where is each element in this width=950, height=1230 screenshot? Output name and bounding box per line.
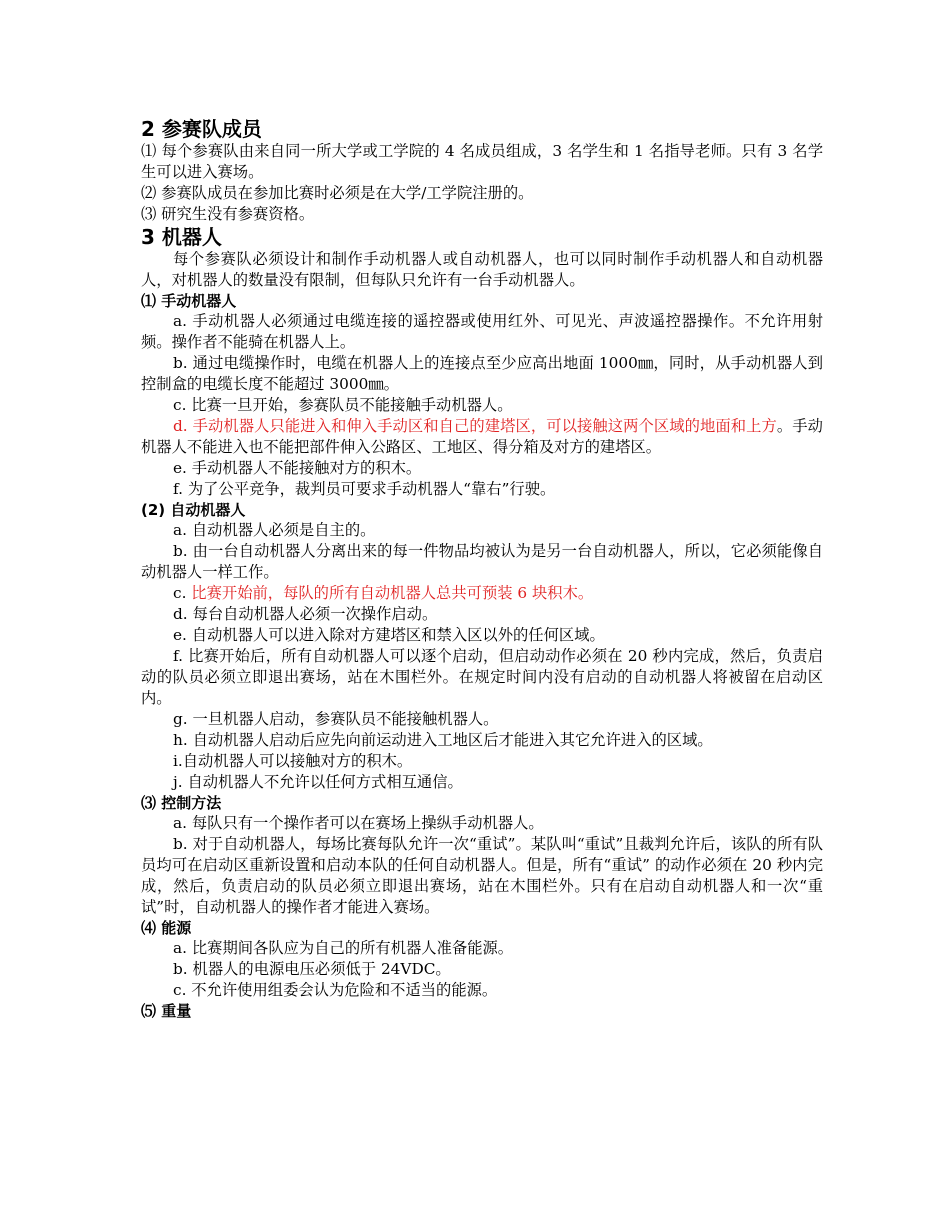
- section-2-item-2: ⑵ 参赛队成员在参加比赛时必须是在大学/工学院注册的。: [141, 184, 534, 202]
- manual-rule-d: [141, 416, 823, 458]
- auto-rule-c: [141, 583, 823, 604]
- section-2-item-3: ⑶ 研究生没有参赛资格。: [141, 205, 315, 223]
- control-rule-a: a. 每队只有一个操作者可以在赛场上操纵手动机器人。: [173, 814, 544, 832]
- energy-heading: ⑷ 能源: [141, 919, 192, 937]
- manual-rule-d-rest: 。手动机器人不能进入也不能把部件伸入公路区、工地区、得分箱及对方的建塔区。: [141, 417, 823, 456]
- auto-rule-j: j. 自动机器人不允许以任何方式相互通信。: [173, 773, 463, 791]
- manual-rule-a: a. 手动机器人必须通过电缆连接的遥控器或使用红外、可见光、声波遥控器操作。不允许用射频。操作者不能骑在机器人上。: [141, 312, 823, 351]
- auto-rule-f: f. 比赛开始后，所有自动机器人可以逐个启动，但启动动作必须在 20 秒内完成，然后，负责启动的队员必须立即退出赛场，站在木围栏外。在规定时间内没有启动的自动机器人将被留在启动区内。: [141, 647, 823, 707]
- manual-rule-d-highlight: d. 手动机器人只能进入和伸入手动区和自己的建塔区，可以接触这两个区域的地面和上方: [173, 417, 777, 435]
- manual-rule-f: f. 为了公平竞争，裁判员可要求手动机器人“靠右”行驶。: [173, 480, 556, 498]
- auto-rule-b: b. 由一台自动机器人分离出来的每一件物品均被认为是另一台自动机器人，所以，它必须能像自动机器人一样工作。: [141, 542, 823, 581]
- auto-robot-heading: (2) 自动机器人: [141, 501, 246, 519]
- auto-rule-c-highlight: 比赛开始前，每队的所有自动机器人总共可预装 6 块积木。: [191, 584, 594, 602]
- manual-robot-heading: ⑴ 手动机器人: [141, 292, 237, 310]
- weight-heading: ⑸ 重量: [141, 1002, 192, 1020]
- control-rule-b: b. 对于自动机器人，每场比赛每队允许一次“重试”。某队叫“重试”且裁判允许后，该队的所有队员均可在启动区重新设置和启动本队的任何自动机器人。但是，所有“重试” 的动作必须在 20 秒内完成，然后，负责启动的队员必须立即退出赛场，站在木围栏外。只有在启动自动机器人和一次“重试”时，自动机器人的操作者才能进入赛场。: [141, 835, 823, 916]
- section-2-heading: 2 参赛队成员: [141, 117, 262, 141]
- manual-rule-e: e. 手动机器人不能接触对方的积木。: [173, 459, 422, 477]
- document-page: [141, 117, 823, 1021]
- energy-rule-b: b. 机器人的电源电压必须低于 24VDC。: [173, 960, 451, 978]
- energy-rule-a: a. 比赛期间各队应为自己的所有机器人准备能源。: [173, 939, 514, 957]
- section-3-intro: 每个参赛队必须设计和制作手动机器人或自动机器人，也可以同时制作手动机器人和自动机器人，对机器人的数量没有限制，但每队只允许有一台手动机器人。: [141, 250, 823, 289]
- energy-rule-c: c. 不允许使用组委会认为危险和不适当的能源。: [173, 981, 498, 999]
- manual-rule-b: b. 通过电缆操作时，电缆在机器人上的连接点至少应高出地面 1000㎜，同时，从手动机器人到控制盒的电缆长度不能超过 3000㎜。: [141, 354, 823, 393]
- auto-rule-i: i.自动机器人可以接触对方的积木。: [173, 752, 413, 770]
- control-method-heading: ⑶ 控制方法: [141, 794, 222, 812]
- auto-rule-e: e. 自动机器人可以进入除对方建塔区和禁入区以外的任何区域。: [173, 626, 605, 644]
- auto-rule-c-prefix: c.: [173, 584, 192, 602]
- section-2-item-1: ⑴ 每个参赛队由来自同一所大学或工学院的 4 名成员组成，3 名学生和 1 名指导老师。只有 3 名学生可以进入赛场。: [141, 142, 823, 181]
- manual-rule-c: c. 比赛一旦开始，参赛队员不能接触手动机器人。: [173, 396, 513, 414]
- auto-rule-a: a. 自动机器人必须是自主的。: [173, 521, 376, 539]
- auto-rule-g: g. 一旦机器人启动，参赛队员不能接触机器人。: [173, 710, 499, 728]
- section-3-heading: 3 机器人: [141, 225, 222, 249]
- auto-rule-d: d. 每台自动机器人必须一次操作启动。: [173, 605, 438, 623]
- auto-rule-h: h. 自动机器人启动后应先向前运动进入工地区后才能进入其它允许进入的区域。: [173, 731, 713, 749]
